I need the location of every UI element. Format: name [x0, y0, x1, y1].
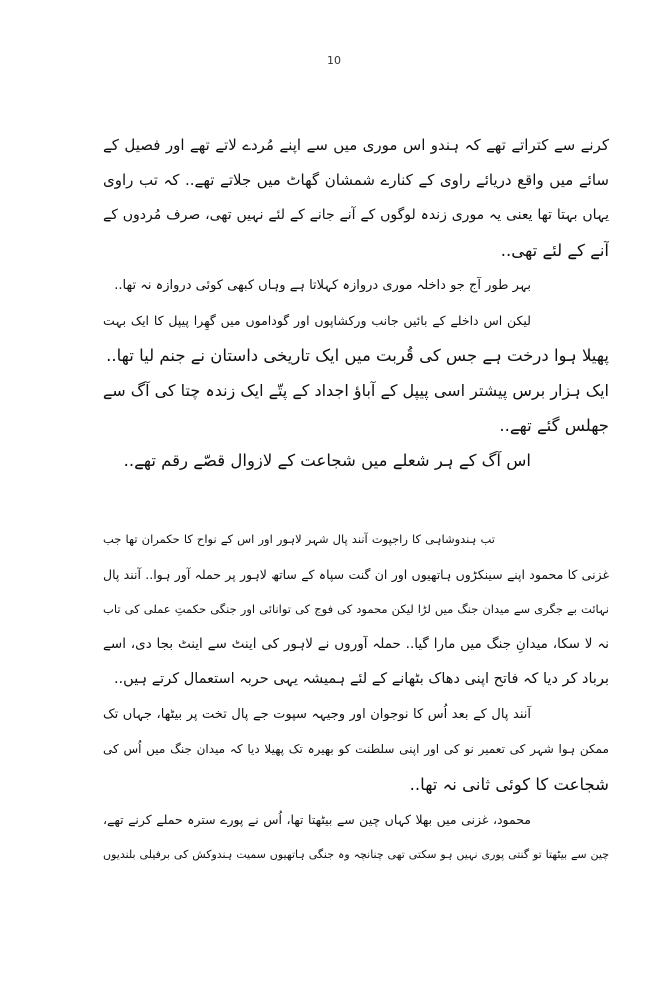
text-line: آنے کے لئے تھی.. [500, 241, 609, 260]
text-line: کرنے سے کتراتے تھے کہ ہندو اس موری میں سے اپنے مُردے لاتے تھے اور فصیل کے [103, 136, 609, 154]
text-line: ایک ہزار برس پیشتر اسی پیپل کے آباؤ اجداد کے پتّے ایک زندہ چتا کی آگ سے [103, 381, 609, 400]
text-line: یہاں بہتا تھا یعنی یہ موری زندہ لوگوں کے آنے جانے کے لئے نہیں تھی، صرف مُردوں کے [103, 207, 609, 223]
text-line: پھیلا ہوا درخت ہے جس کی قُربت میں ایک تاریخی داستان نے جنم لیا تھا.. [106, 346, 609, 365]
text-line: شجاعت کا کوئی ثانی نہ تھا.. [409, 775, 609, 794]
text-line: سائے میں واقع دریائے راوی کے کنارے شمشان گھاٹ میں جلاتے تھے.. کہ تب راوی [103, 171, 609, 189]
text-line: غزنی کا محمود اپنے سینکڑوں ہاتھیوں اور ان گنت سپاہ کے ساتھ لاہور پر حملہ آور ہوا.. آنند پال [103, 567, 609, 582]
text-line: لیکن اس داخلے کے بائیں جانب ورکشاپوں اور گوداموں میں گھِرا پیپل کا ایک بہت [103, 313, 531, 328]
text-line: آنند پال کے بعد اُس کا نوجوان اور وجیہہ سپوت جے پال تخت پر بیٹھا، جہاں تک [103, 707, 531, 722]
text-line: برباد کر دیا کہ فاتح اپنی دھاک بٹھانے کے لئے ہمیشہ یہی حربہ استعمال کرتے ہیں.. [113, 671, 609, 687]
text-line: نہائت بے جگری سے میدان جنگ میں لڑا لیکن محمود کی فوج کی توانائی اور جنگی حکمتِ عملی کی تاب [103, 602, 609, 616]
text-line: بہر طور آج جو داخلہ موری دروازہ کہلاتا ہے وہاں کبھی کوئی دروازہ نہ تھا.. [114, 278, 531, 293]
text-line: ممکن ہوا شہر کی تعمیر نو کی اور اپنی سلطنت کو بھیرہ تک پھیلا دیا کہ میدان جنگ میں اُس کی [103, 742, 609, 756]
section-2-text [103, 522, 609, 872]
text-line: چین سے بیٹھتا تو گنتی پوری نہیں ہو سکتی تھی چنانچہ وہ جنگی ہاتھیوں سمیت ہندوکش کی برفیلی بلندیوں [103, 848, 609, 861]
text-line: جھلس گئے تھے.. [499, 416, 609, 435]
page-number: 10 [327, 54, 341, 67]
text-line: تب ہندوشاہی کا راجپوت آنند پال شہر لاہور اور اس کے نواح کا حکمران تھا جب [103, 532, 495, 546]
text-line: محمود، غزنی میں بھلا کہاں چین سے بیٹھتا تھا، اُس نے پورے سترہ حملے کرنے تھے، [103, 812, 531, 827]
section-1-text [103, 128, 609, 478]
text-line: نہ لا سکا، میدانِ جنگ میں مارا گیا.. حملہ آوروں نے لاہور کی اینٹ سے اینٹ بجا دی، اسے [103, 636, 609, 652]
text-line: اس آگ کے ہر شعلے میں شجاعت کے لازوال قصّے رقم تھے.. [123, 451, 531, 470]
